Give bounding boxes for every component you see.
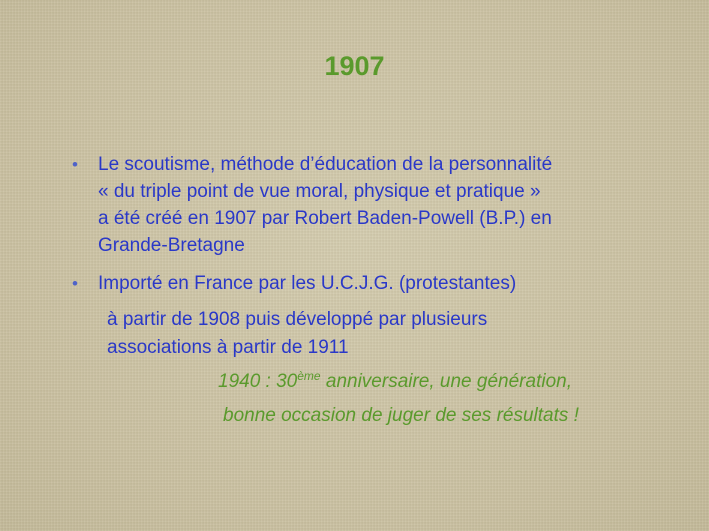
continuation-line-2: associations à partir de 1911 [107, 337, 349, 358]
continuation-line-1: à partir de 1908 puis développé par plusieurs [107, 309, 488, 330]
bullet-marker-1: • [72, 155, 78, 174]
bullet-1-line-1: Le scoutisme, méthode d’éducation de la personnalité [98, 154, 553, 175]
bullet-1-line-3: a été créé en 1907 par Robert Baden-Powell (B.P.) en [98, 208, 552, 229]
bullet-marker-2: • [72, 274, 78, 293]
anniversary-note-line-1 [218, 370, 572, 394]
anniversary-note-suffix: anniversaire, une génération, [320, 371, 572, 392]
bullet-2-line-1: Importé en France par les U.C.J.G. (protestantes) [98, 273, 517, 294]
bullet-1-line-4: Grande-Bretagne [98, 235, 245, 256]
anniversary-note-superscript: ème [297, 369, 321, 383]
bullet-1-line-2: « du triple point de vue moral, physique et pratique » [98, 181, 541, 202]
anniversary-note-prefix: 1940 : 30 [218, 371, 298, 392]
anniversary-note-line-2: bonne occasion de juger de ses résultats ! [223, 405, 579, 426]
slide-title: 1907 [324, 51, 385, 81]
